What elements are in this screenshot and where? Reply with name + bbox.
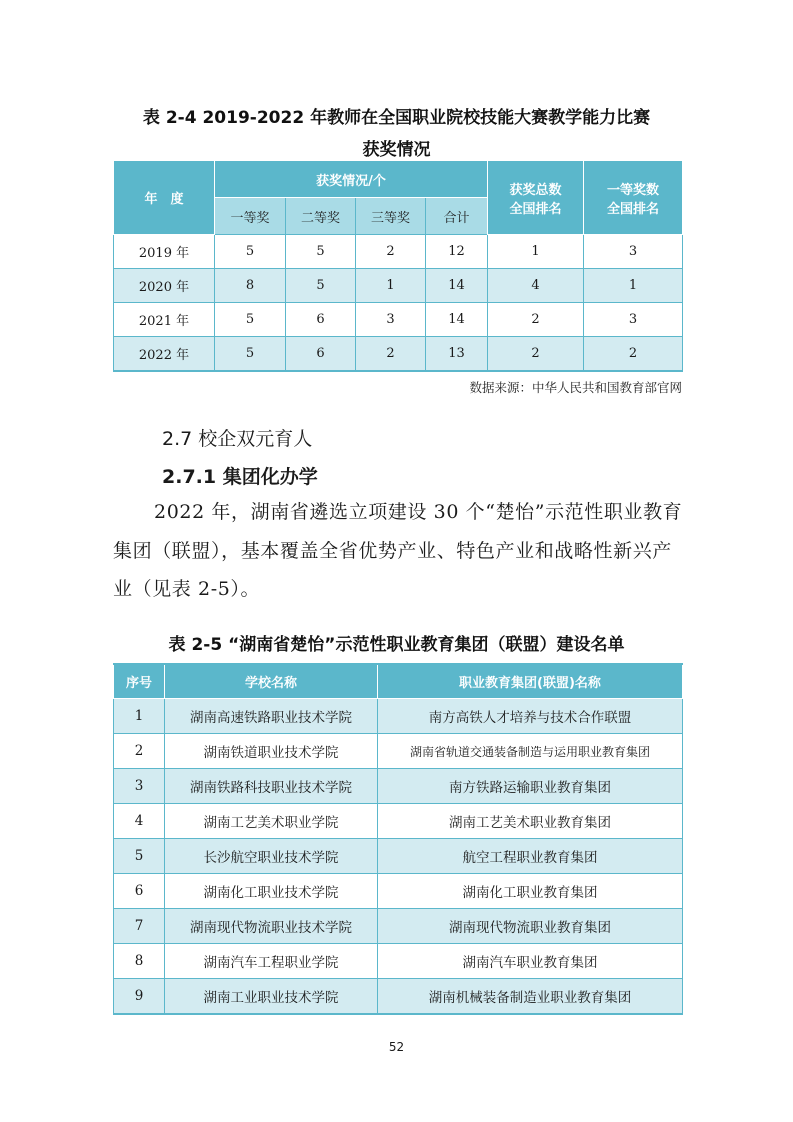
cell-value: 5 [286,269,356,303]
cell-group: 湖南汽车职业教育集团 [378,944,683,979]
cell-value: 5 [215,303,286,337]
cell-value: 2 [356,235,426,269]
cell-index: 1 [114,699,165,734]
cell-school: 湖南化工职业技术学院 [165,874,378,909]
header-first-rank-line1: 一等奖数 [606,182,659,198]
cell-value: 2 [488,337,584,372]
cell-value: 1 [356,269,426,303]
header-awards-group: 获奖情况/个 [215,161,488,198]
section-heading-2-7: 2.7 校企双元育人 [162,428,313,450]
table-row [114,699,683,734]
cell-school: 湖南汽车工程职业学院 [165,944,378,979]
cell-index: 6 [114,874,165,909]
body-paragraph: 2022 年，湖南省遴选立项建设 30 个“楚怡”示范性职业教育集团（联盟），基本覆盖全省优势产业、特色产业和战略性新兴产业（见表 2-5）。 [113,501,683,600]
cell-value: 2 [356,337,426,372]
cell-school: 湖南高速铁路职业技术学院 [165,699,378,734]
cell-value: 5 [215,235,286,269]
cell-school: 湖南铁路科技职业技术学院 [165,769,378,804]
cell-index: 3 [114,769,165,804]
cell-index: 2 [114,734,165,769]
cell-group: 湖南现代物流职业教育集团 [378,909,683,944]
cell-value: 1 [584,269,683,303]
table-row [114,944,683,979]
header-first-prize: 一等奖 [215,198,286,235]
cell-school: 湖南现代物流职业技术学院 [165,909,378,944]
cell-index: 8 [114,944,165,979]
table-row [114,769,683,804]
cell-year: 2020 年 [114,269,215,303]
groups-table [113,663,683,1015]
table-row [114,804,683,839]
cell-group: 南方高铁人才培养与技术合作联盟 [378,699,683,734]
table-row [114,734,683,769]
table1-caption-line2: 获奖情况 [362,140,431,160]
table-row [114,979,683,1015]
data-source-note: 数据来源：中华人民共和国教育部官网 [469,380,682,395]
cell-index: 4 [114,804,165,839]
cell-year: 2019 年 [114,235,215,269]
cell-value: 6 [286,337,356,372]
header-total: 合计 [426,198,488,235]
cell-value: 12 [426,235,488,269]
cell-year: 2021 年 [114,303,215,337]
cell-index: 7 [114,909,165,944]
header-first-rank [584,161,683,235]
cell-year: 2022 年 [114,337,215,372]
header-total-rank [488,161,584,235]
header-first-rank-line2: 全国排名 [606,201,659,217]
header-second-prize: 二等奖 [286,198,356,235]
cell-value: 14 [426,303,488,337]
cell-value: 1 [488,235,584,269]
table-row [114,909,683,944]
cell-value: 3 [356,303,426,337]
header-total-rank-line2: 全国排名 [509,201,562,217]
cell-value: 3 [584,235,683,269]
table-row [114,269,683,303]
cell-value: 4 [488,269,584,303]
cell-group: 湖南省轨道交通装备制造与运用职业教育集团 [378,734,683,769]
cell-value: 5 [215,337,286,372]
cell-school: 湖南工业职业技术学院 [165,979,378,1015]
section-heading-2-7-1: 2.7.1 集团化办学 [162,466,318,488]
header-index: 序号 [114,664,165,699]
cell-index: 9 [114,979,165,1015]
header-third-prize: 三等奖 [356,198,426,235]
cell-value: 3 [584,303,683,337]
cell-value: 14 [426,269,488,303]
header-school: 学校名称 [165,664,378,699]
cell-group: 湖南工艺美术职业教育集团 [378,804,683,839]
cell-group: 湖南机械装备制造业职业教育集团 [378,979,683,1015]
cell-group: 航空工程职业教育集团 [378,839,683,874]
header-year: 年 度 [114,161,215,235]
awards-table [113,160,683,372]
cell-group: 南方铁路运输职业教育集团 [378,769,683,804]
table1-caption-line1: 表 2-4 2019-2022 年教师在全国职业院校技能大赛教学能力比赛 [142,108,651,128]
table-row [114,235,683,269]
cell-value: 13 [426,337,488,372]
table2-caption: 表 2-5 “湖南省楚怡”示范性职业教育集团（联盟）建设名单 [168,635,625,655]
cell-value: 2 [584,337,683,372]
page-number: 52 [388,1040,405,1054]
cell-index: 5 [114,839,165,874]
cell-school: 湖南工艺美术职业学院 [165,804,378,839]
cell-value: 5 [286,235,356,269]
cell-value: 2 [488,303,584,337]
table-row [114,337,683,372]
header-total-rank-line1: 获奖总数 [509,182,562,198]
table-row [114,303,683,337]
cell-school: 长沙航空职业技术学院 [165,839,378,874]
cell-value: 6 [286,303,356,337]
table-row [114,839,683,874]
cell-value: 8 [215,269,286,303]
table-row [114,874,683,909]
header-group: 职业教育集团(联盟)名称 [378,664,683,699]
cell-group: 湖南化工职业教育集团 [378,874,683,909]
cell-school: 湖南铁道职业技术学院 [165,734,378,769]
